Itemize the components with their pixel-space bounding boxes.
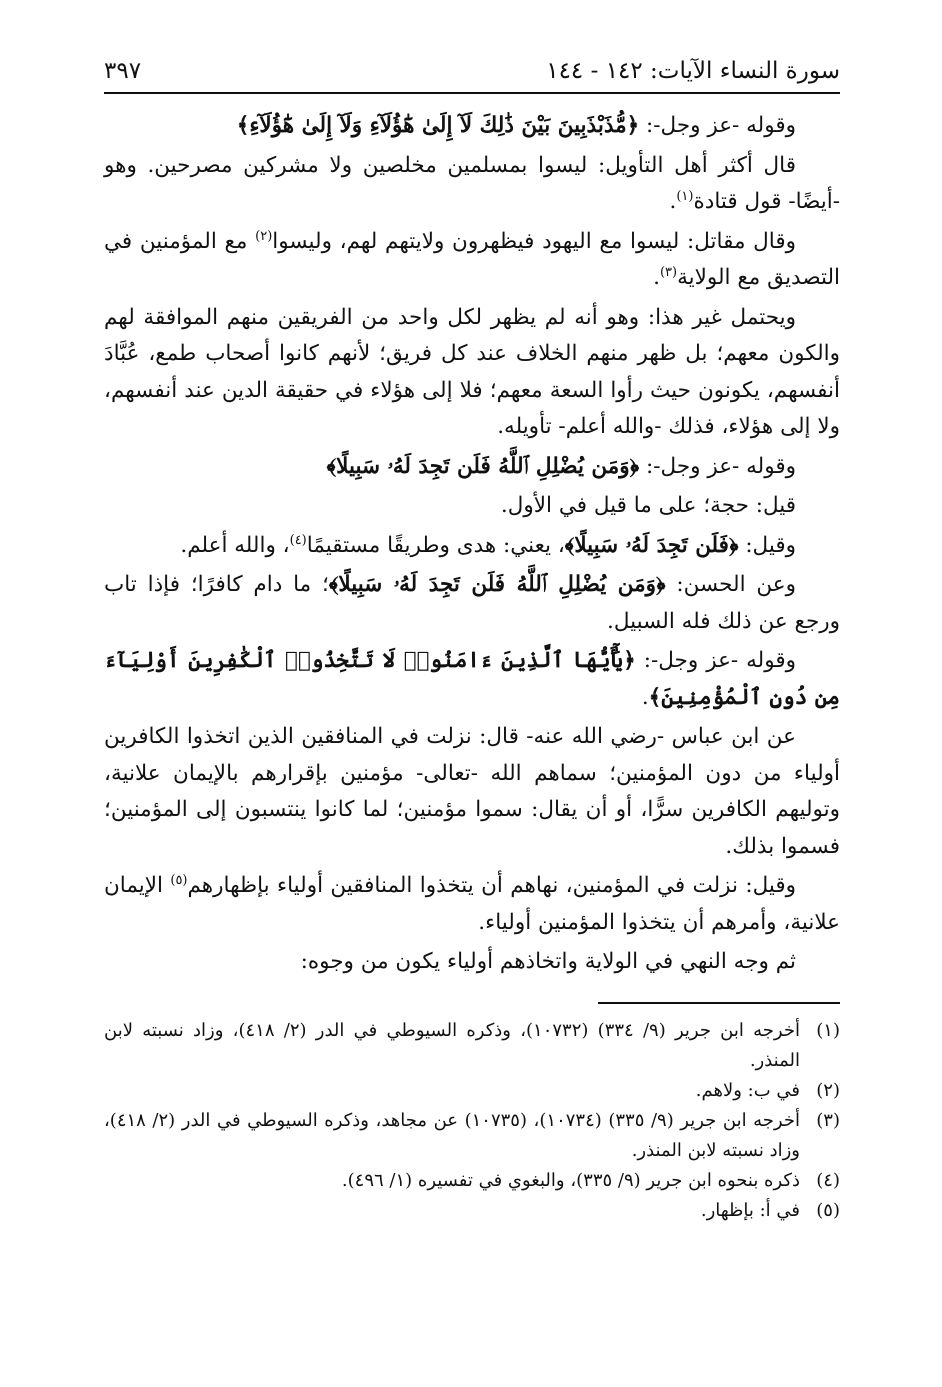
paragraph-text: وقوله -عز وجل-: [639, 113, 796, 138]
footnote-marker: (٢) [255, 228, 273, 244]
quran-verse: ﴿وَمَن يُضْلِلِ ٱللَّهُ فَلَن تَجِدَ لَهُۥ سَبِيلًا﴾ [328, 572, 666, 597]
quran-verse: ﴿مُّذَبْذَبِينَ بَيْنَ ذَٰلِكَ لَآ إِلَىٰ هَٰٓؤُلَآءِ وَلَآ إِلَىٰ هَٰٓؤُلَآءِ﴾ [236, 113, 640, 138]
paragraph-text: وقوله -عز وجل-: [635, 648, 796, 673]
footnote-text: في ب: ولاهم. [695, 1079, 800, 1101]
paragraph [104, 108, 840, 145]
footnote-marker: (١) [676, 188, 694, 204]
paragraph [104, 643, 840, 716]
paragraph [104, 719, 840, 865]
paragraph-text: ، والله أعلم. [180, 532, 290, 558]
paragraph [104, 868, 840, 941]
footnote-text: ذكره بنحوه ابن جرير (٩/ ٣٣٥)، والبغوي في تفسيره (١/ ٤٩٦). [341, 1169, 800, 1191]
paragraph-text: ؛ ما دام كافرًا؛ فإذا تاب ورجع عن ذلك فله السبيل. [104, 572, 840, 634]
footnote-marker: (٥) [170, 872, 188, 888]
paragraph-text: وعن الحسن: [665, 572, 796, 597]
paragraph [104, 944, 840, 981]
paragraph-text: ثم وجه النهي في الولاية واتخاذهم أولياء يكون من وجوه: [300, 949, 796, 974]
footnote-text: أخرجه ابن جرير (٩/ ٣٣٥) (١٠٧٣٤)، (١٠٧٣٥) عن مجاهد، وذكره السيوطي في الدر (٢/ ٤١٨)، وزاد نسبته لابن المنذر. [104, 1109, 800, 1161]
footnote-text: أخرجه ابن جرير (٩/ ٣٣٤) (١٠٧٣٢)، وذكره السيوطي في الدر (٢/ ٤١٨)، وزاد نسبته لابن المنذر. [104, 1019, 800, 1071]
footnote-text: في أ: بإظهار. [700, 1199, 800, 1221]
footnote-number: (٢) [816, 1079, 840, 1101]
paragraph [104, 300, 840, 446]
footnote-separator [104, 984, 840, 1012]
paragraph-text: وقيل: [738, 532, 796, 558]
footnote-number: (٤) [816, 1169, 840, 1191]
paragraph-text: الإيمان علانية، وأمرهم أن يتخذوا المؤمنين أولياء. [104, 873, 840, 935]
paragraph-text: عن ابن عباس -رضي الله عنه- قال: نزلت في المنافقين الذين اتخذوا الكافرين أولياء من دون المؤمنين؛ سماهم الله -تعالى- مؤمنين بإقرارهم بالإيمان علانية، وتوليهم الكافرين سرًّا، أو أن يقال: سموا مؤمنين؛ لما كانوا ينتسبون إلى المؤمنين؛ فسموا بذلك. [104, 724, 840, 859]
footnote [104, 1016, 840, 1076]
paragraph-text: . [641, 684, 649, 710]
footnote-marker: (٣) [659, 264, 678, 280]
paragraph-text: وقيل: نزلت في المؤمنين، نهاهم أن يتخذوا المنافقين أولياء بإظهارهم [187, 873, 796, 898]
paragraph [104, 567, 840, 640]
footnote [104, 1076, 840, 1106]
footnote [104, 1166, 840, 1196]
paragraph-text: ويحتمل غير هذا: وهو أنه لم يظهر لكل واحد من الفريقين منهم الموافقة لهم والكون معهم؛ بل ظهر منهم الخلاف عند كل فريق؛ لأنهم كانوا أصحاب طمع، عُبَّادَ أنفسهم، يكونون حيث رأوا السعة معهم؛ فلا إلى هؤلاء في حقيقة الدين عند أنفسهم، ولا إلى هؤلاء، فذلك -والله أعلم- تأويله. [104, 304, 840, 439]
paragraph-text: . [653, 265, 660, 290]
quran-verse: ﴿وَمَن يُضْلِلِ ٱللَّهُ فَلَن تَجِدَ لَهُۥ سَبِيلًا﴾ [326, 453, 640, 479]
footnote [104, 1106, 840, 1166]
main-text [104, 108, 840, 981]
book-page [104, 52, 840, 1352]
surah-title: سورة النساء الآيات: ١٤٢ - ١٤٤ [546, 58, 840, 84]
paragraph-text: مع المؤمنين في التصديق مع الولاية [104, 228, 840, 290]
footnote-marker: (٤) [289, 532, 307, 548]
paragraph-text: وقوله -عز وجل-: [639, 453, 796, 479]
quran-verse: ﴿فَلَن تَجِدَ لَهُۥ سَبِيلًا﴾ [564, 532, 739, 558]
paragraph-text: وقال مقاتل: ليسوا مع اليهود فيظهرون ولايتهم لهم، وليسوا [272, 228, 796, 254]
paragraph [104, 488, 840, 525]
paragraph-text: قال أكثر أهل التأويل: ليسوا بمسلمين مخلصين ولا مشركين مصرحين. وهو -أيضًا- قول قتادة [104, 152, 840, 214]
paragraph [104, 528, 840, 565]
paragraph [104, 224, 840, 297]
paragraph-text: . [669, 189, 677, 214]
paragraph [104, 449, 840, 486]
footnote-number: (٥) [816, 1199, 840, 1221]
footnotes [104, 1016, 840, 1226]
paragraph [104, 148, 840, 221]
page-header [104, 52, 840, 94]
quran-verse: ﴿يَٰٓأَيُّهَا ٱلَّذِينَ ءَامَنُوا۟ لَا تَتَّخِذُوا۟ ٱلْكَٰفِرِينَ أَوْلِيَآءَ مِن دُونِ ٱلْمُؤْمِنِينَ﴾ [104, 648, 840, 710]
paragraph-text: ، يعني: هدى وطريقًا مستقيمًا [306, 532, 565, 558]
footnote-number: (١) [816, 1019, 840, 1041]
footnote [104, 1196, 840, 1226]
page-number: ٣٩٧ [104, 58, 142, 84]
paragraph-text: قيل: حجة؛ على ما قيل في الأول. [500, 493, 796, 518]
footnote-number: (٣) [816, 1109, 840, 1131]
